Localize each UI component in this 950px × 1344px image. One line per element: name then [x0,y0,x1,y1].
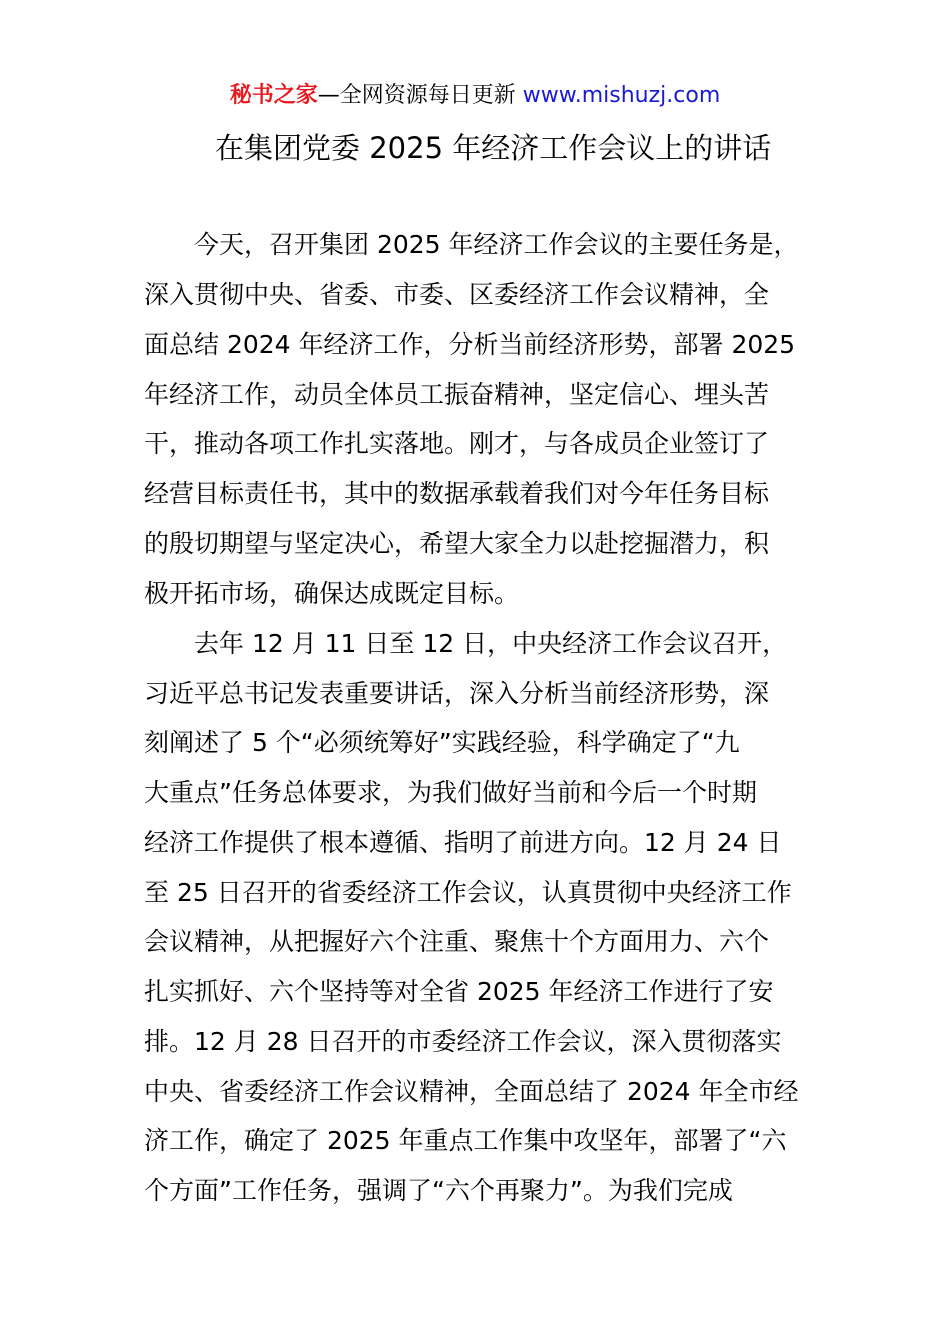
paragraph-line: 个方面”工作任务，强调了“六个再聚力”。为我们完成 [144,1176,733,1205]
paragraph-line: 去年 12 月 11 日至 12 日，中央经济工作会议召开， [194,629,788,658]
document-title: 在集团党委 2025 年经济工作会议上的讲话 [215,131,772,165]
paragraph-line: 经济工作提供了根本遵循、指明了前进方向。12 月 24 日 [144,828,782,857]
site-url-link[interactable]: www.mishuzj.com [522,83,721,108]
paragraph-line: 会议精神，从把握好六个注重、聚焦十个方面用力、六个 [144,927,770,956]
site-slogan: —全网资源每日更新 [317,83,516,108]
paragraph-line: 年经济工作，动员全体员工振奋精神，坚定信心、埋头苦 [144,380,770,409]
site-name: 秘书之家 [229,83,318,108]
paragraph-line: 排。12 月 28 日召开的市委经济工作会议，深入贯彻落实 [144,1027,782,1056]
paragraph-line: 至 25 日召开的省委经济工作会议，认真贯彻中央经济工作 [144,878,792,907]
paragraph-line: 中央、省委经济工作会议精神，全面总结了 2024 年全市经 [144,1077,799,1106]
paragraph-line: 经营目标责任书，其中的数据承载着我们对今年任务目标 [144,479,770,508]
paragraph-line: 深入贯彻中央、省委、市委、区委经济工作会议精神，全 [144,280,770,309]
paragraph-line: 习近平总书记发表重要讲话，深入分析当前经济形势，深 [144,679,770,708]
paragraph-line: 济工作，确定了 2025 年重点工作集中攻坚年，部署了“六 [144,1126,787,1155]
paragraph-line: 面总结 2024 年经济工作，分析当前经济形势，部署 2025 [144,330,796,359]
paragraph-line: 扎实抓好、六个坚持等对全省 2025 年经济工作进行了安 [144,977,774,1006]
paragraph-line: 刻阐述了 5 个“必须统筹好”实践经验，科学确定了“九 [144,728,740,757]
paragraph-line: 极开拓市场，确保达成既定目标。 [144,579,520,608]
site-header [0,80,950,112]
paragraph-line: 的殷切期望与坚定决心，希望大家全力以赴挖掘潜力，积 [144,529,770,558]
paragraph-line: 今天，召开集团 2025 年经济工作会议的主要任务是， [194,230,799,259]
paragraph-line: 大重点”任务总体要求，为我们做好当前和今后一个时期 [144,778,757,807]
paragraph-line: 干，推动各项工作扎实落地。刚才，与各成员企业签订了 [144,429,770,458]
